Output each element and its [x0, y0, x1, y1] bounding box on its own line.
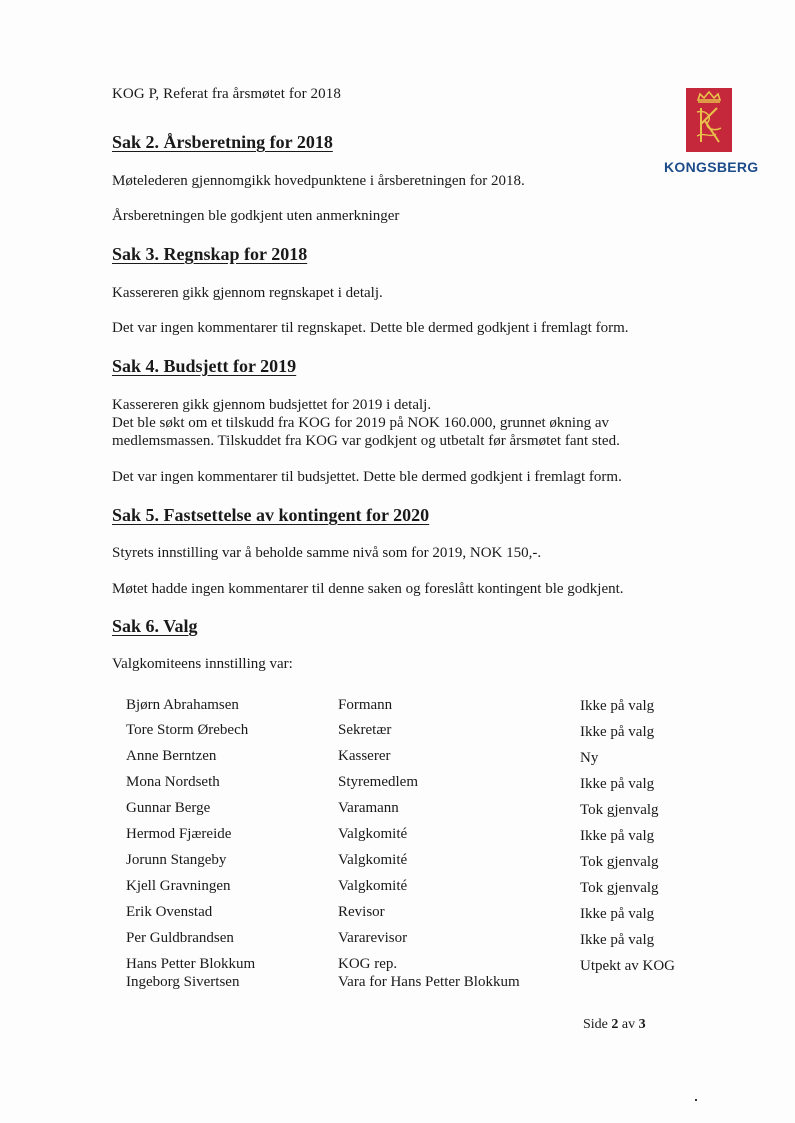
member-name: Kjell Gravningen	[126, 878, 231, 894]
table-row	[0, 826, 795, 852]
member-name: Hermod Fjæreide	[126, 826, 232, 842]
table-row	[0, 930, 795, 956]
document-header: KOG P, Referat fra årsmøtet for 2018	[112, 86, 341, 102]
kongsberg-logo	[664, 88, 759, 178]
paragraph: Styrets innstilling var å beholde samme nivå som for 2019, NOK 150,-.	[112, 545, 542, 561]
member-role: Vararevisor	[338, 930, 408, 946]
member-role: Kasserer	[338, 748, 391, 764]
section-sak-3	[112, 244, 672, 265]
member-status: Ikke på valg	[580, 906, 655, 922]
member-role: Valgkomité	[338, 826, 408, 842]
member-name: Per Guldbrandsen	[126, 930, 234, 946]
table-row	[0, 722, 795, 748]
member-role: Vara for Hans Petter Blokkum	[338, 974, 520, 990]
member-role: Styremedlem	[338, 774, 418, 790]
page-number-total: 3	[638, 1017, 646, 1032]
member-role: Valgkomité	[338, 852, 408, 868]
paragraph: Kassereren gikk gjennom budsjettet for 2019 i detalj.	[112, 397, 432, 413]
member-status: Ikke på valg	[580, 932, 655, 948]
paragraph: Møtet hadde ingen kommentarer til denne saken og foreslått kontingent ble godkjent.	[112, 581, 624, 597]
scan-speck	[695, 1099, 697, 1101]
paragraph: Valgkomiteens innstilling var:	[112, 656, 293, 672]
page-number-current: 2	[611, 1017, 619, 1032]
section-sak-6	[112, 616, 672, 637]
section-sak-4	[112, 356, 672, 377]
kongsberg-emblem-icon	[686, 88, 732, 152]
member-role: Revisor	[338, 904, 385, 920]
member-status: Tok gjenvalg	[580, 854, 659, 870]
member-role: Valgkomité	[338, 878, 408, 894]
paragraph: Det var ingen kommentarer til regnskapet. Dette ble dermed godkjent i fremlagt form.	[112, 320, 629, 336]
paragraph: Kassereren gikk gjennom regnskapet i detalj.	[112, 285, 383, 301]
table-row	[0, 974, 795, 1000]
member-name: Mona Nordseth	[126, 774, 220, 790]
section-sak-2	[112, 132, 672, 153]
paragraph: Det ble søkt om et tilskudd fra KOG for 2019 på NOK 160.000, grunnet økning av	[112, 415, 610, 431]
member-name: Hans Petter Blokkum	[126, 956, 256, 972]
member-status: Utpekt av KOG	[580, 958, 675, 974]
member-status: Ikke på valg	[580, 698, 655, 714]
member-status: Ikke på valg	[580, 828, 655, 844]
member-name: Bjørn Abrahamsen	[126, 697, 239, 713]
member-status: Ny	[580, 750, 599, 766]
member-status: Ikke på valg	[580, 776, 655, 792]
member-status: Ikke på valg	[580, 724, 655, 740]
paragraph: Det var ingen kommentarer til budsjettet. Dette ble dermed godkjent i fremlagt form.	[112, 469, 622, 485]
member-name: Jorunn Stangeby	[126, 852, 227, 868]
table-row	[0, 697, 795, 723]
section-title: Sak 2. Årsberetning for 2018	[112, 132, 333, 152]
section-title: Sak 5. Fastsettelse av kontingent for 2020	[112, 505, 430, 525]
section-title: Sak 3. Regnskap for 2018	[112, 244, 308, 264]
member-name: Tore Storm Ørebech	[126, 722, 249, 738]
paragraph: Årsberetningen ble godkjent uten anmerkninger	[112, 208, 400, 224]
table-row	[0, 774, 795, 800]
table-row	[0, 748, 795, 774]
member-role: Varamann	[338, 800, 399, 816]
page-number-separator: av	[621, 1017, 636, 1032]
member-status: Tok gjenvalg	[580, 802, 659, 818]
member-role: KOG rep.	[338, 956, 398, 972]
member-status: Tok gjenvalg	[580, 880, 659, 896]
member-name: Ingeborg Sivertsen	[126, 974, 240, 990]
paragraph: medlemsmassen. Tilskuddet fra KOG var godkjent og utbetalt før årsmøtet fant sted.	[112, 433, 620, 449]
table-row	[0, 904, 795, 930]
table-row	[0, 878, 795, 904]
section-title: Sak 4. Budsjett for 2019	[112, 356, 297, 376]
section-title: Sak 6. Valg	[112, 616, 198, 636]
paragraph: Møtelederen gjennomgikk hovedpunktene i årsberetningen for 2018.	[112, 173, 525, 189]
member-role: Sekretær	[338, 722, 392, 738]
table-row	[0, 800, 795, 826]
member-role: Formann	[338, 697, 393, 713]
member-name: Erik Ovenstad	[126, 904, 213, 920]
kongsberg-wordmark: KONGSBERG	[664, 159, 759, 175]
page-number	[583, 1017, 646, 1033]
page-number-prefix: Side	[583, 1017, 608, 1032]
table-row	[0, 852, 795, 878]
section-sak-5	[112, 505, 672, 526]
member-name: Anne Berntzen	[126, 748, 217, 764]
member-name: Gunnar Berge	[126, 800, 211, 816]
